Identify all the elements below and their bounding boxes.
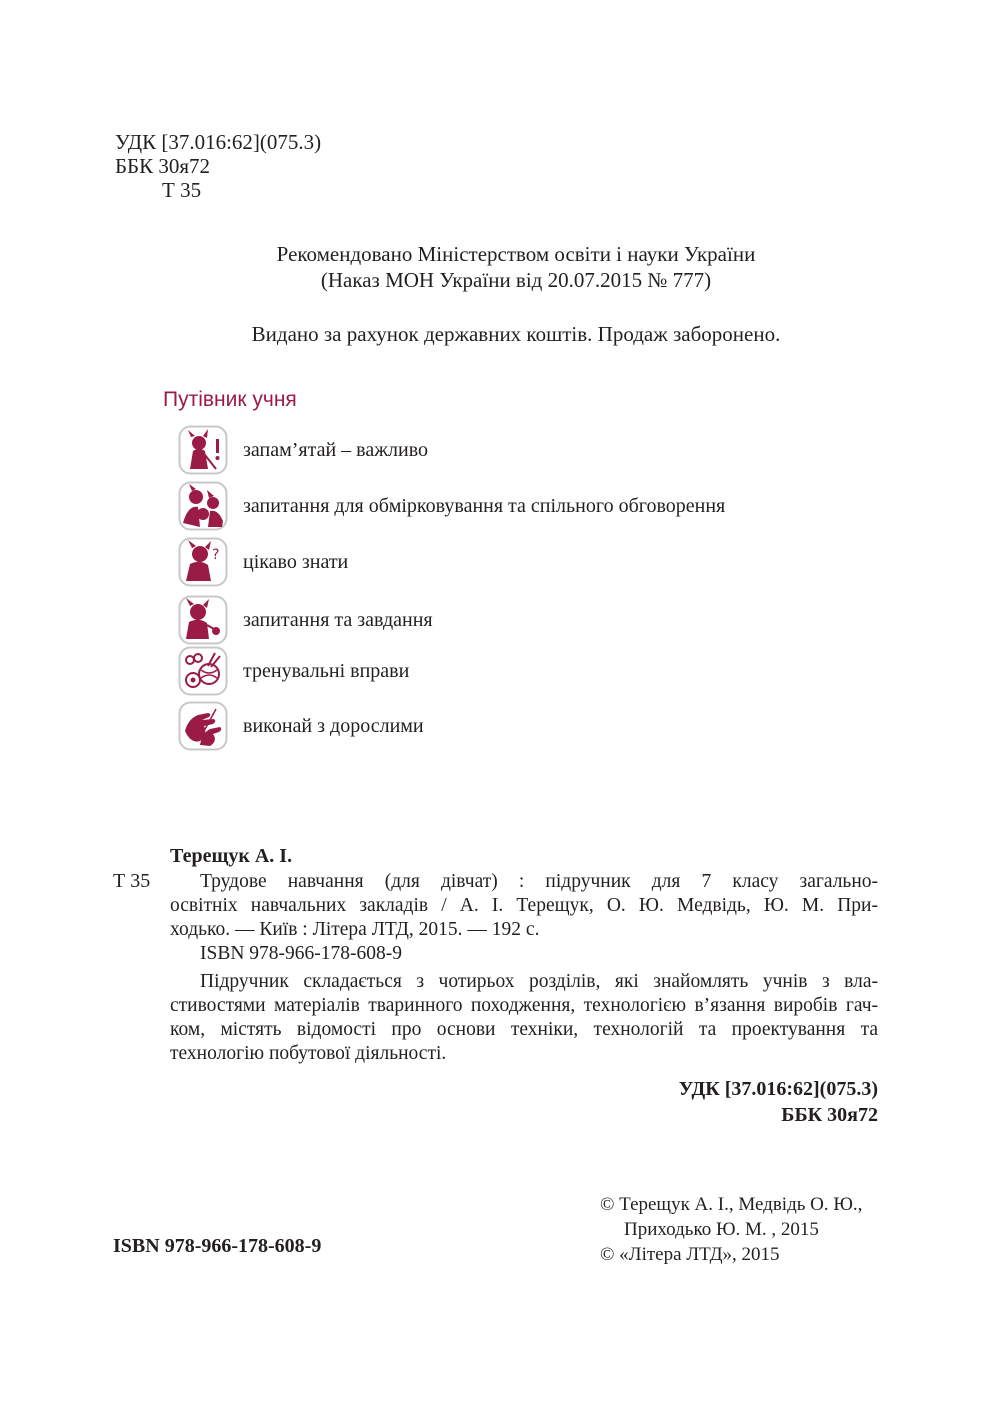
bibliography-author: Терещук А. І. [170,845,293,867]
udk-code: УДК [37.016:62](075.3) [115,130,322,154]
discussion-questions-icon [178,481,228,531]
bibliography-line: Трудове навчання (для дівчат) : підручник для 7 класу загально- [200,871,878,892]
bbk-code: ББК 30я72 [781,1104,878,1126]
remember-important-icon [178,425,228,475]
do-with-adults-icon [178,701,228,751]
author-mark: Т 35 [162,178,202,202]
annotation-line: Підручник складається з чотирьох розділів, які знайомлять учнів з вла- [200,971,878,992]
bbk-code: ББК 30я72 [115,154,211,178]
legend-item-adults [178,701,424,751]
legend-item-remember [178,425,428,475]
legend-item-training [178,646,409,696]
bibliography-isbn: ISBN 978-966-178-608-9 [200,943,403,964]
classification-block [115,130,321,202]
bibliography-entry [170,870,878,966]
guide-title: Путівник учня [163,388,297,411]
questions-tasks-icon [178,595,228,645]
legend-item-questions [178,595,433,645]
copyright-line: © Терещук А. І., Медвідь О. Ю., [600,1194,863,1215]
annotation-line: ком, містять відомості про основи техніки, технологій та проектування та [170,1019,878,1040]
legend-label: виконай з дорослими [243,714,424,737]
recommendation-line-2: (Наказ МОН України від 20.07.2015 № 777) [320,268,712,292]
copyright-block [600,1192,862,1267]
udk-code: УДК [37.016:62](075.3) [678,1078,878,1100]
legend-item-interesting [178,537,348,587]
bibliography-classification [600,1076,878,1128]
bibliography-line: освітніх навчальних закладів / А. І. Терещук, О. Ю. Медвідь, Ю. М. При- [170,895,878,916]
legend-item-discussion [178,481,725,531]
bibliography-code: Т 35 [113,870,151,892]
interesting-to-know-icon [178,537,228,587]
annotation [170,970,878,1066]
legend-label: тренувальні вправи [243,659,410,682]
legend-label: запитання для обмірковування та спільного обговорення [243,494,726,517]
recommendation-line-1: Рекомендовано Міністерством освіти і науки України [276,242,756,266]
copyright-line: Приходько Ю. М. , 2015 [624,1219,819,1240]
training-exercises-icon [178,646,228,696]
legend-label: запам’ятай – важливо [243,438,429,461]
legend-label: запитання та завдання [243,608,433,631]
legend-label: цікаво знати [243,550,349,573]
annotation-line: стивостями матеріалів тваринного походження, технологією в’язання виробів гач- [170,995,878,1016]
isbn: ISBN 978-966-178-608-9 [113,1235,322,1257]
bibliography-line: ходько. — Київ : Літера ЛТД, 2015. — 192 с. [170,919,540,940]
annotation-line: технологію побутової діяльності. [170,1043,447,1064]
funding-notice: Видано за рахунок державних коштів. Продаж заборонено. [251,322,781,346]
svg-text:?: ? [212,547,220,563]
copyright-line: © «Літера ЛТД», 2015 [600,1244,780,1265]
